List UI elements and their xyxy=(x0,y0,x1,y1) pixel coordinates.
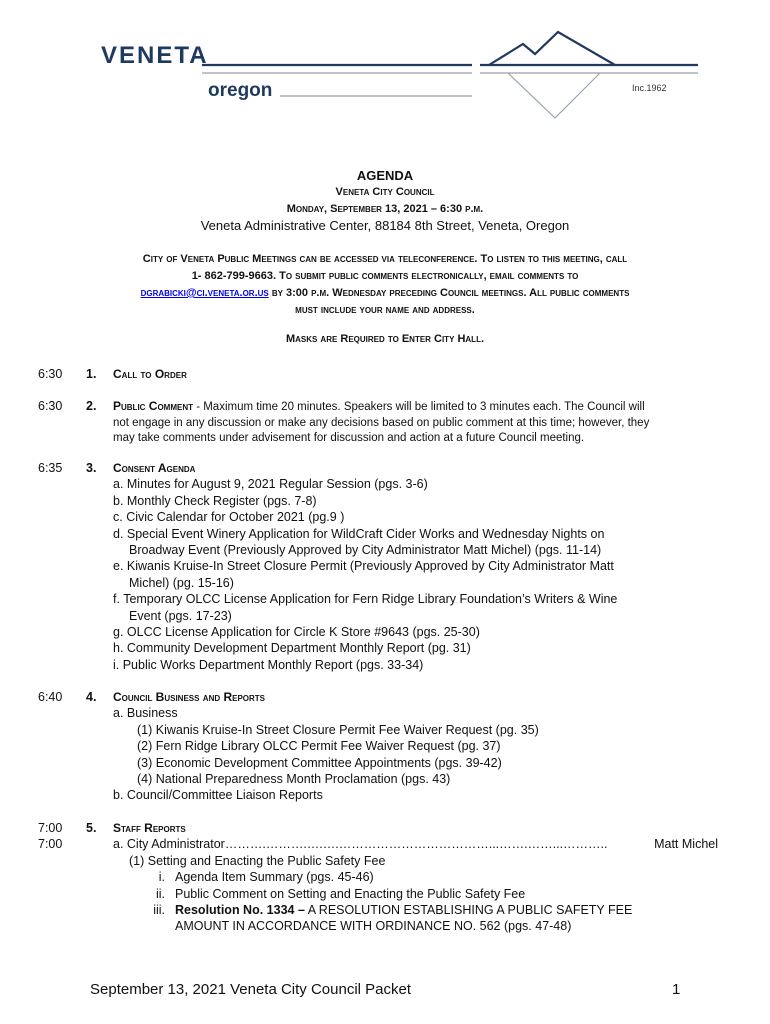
roman-numeral: i. xyxy=(158,870,165,885)
item-text: - Maximum time 20 minutes. Speakers will be limited to 3 minutes each. The Council will xyxy=(193,401,645,413)
report-label: a. City Administrator xyxy=(113,837,225,852)
report-subitem: (1) Setting and Enacting the Public Safety Fee xyxy=(129,853,386,868)
item-time: 7:00 xyxy=(38,821,63,835)
public-comment-text xyxy=(113,399,733,416)
consent-item-continued: Event (pgs. 17-23) xyxy=(129,608,232,623)
page-number: 1 xyxy=(672,981,681,998)
item-number: 2. xyxy=(86,399,97,413)
item-number: 3. xyxy=(86,461,97,475)
item-heading: Public Comment xyxy=(113,399,193,413)
council-name: Veneta City Council xyxy=(335,186,435,198)
consent-item: d. Special Event Winery Application for WildCraft Cider Works and Wednesday Nights on xyxy=(113,526,605,541)
roman-numeral: iii. xyxy=(153,903,165,918)
notice-line xyxy=(40,285,730,302)
consent-item-continued: Michel) (pg. 15-16) xyxy=(129,575,234,590)
report-roman-item xyxy=(113,902,733,918)
consent-item: e. Kiwanis Kruise-In Street Closure Permit (Previously Approved by City Administrator Matt xyxy=(113,559,614,574)
consent-item: a. Minutes for August 9, 2021 Regular Session (pgs. 3-6) xyxy=(113,477,428,492)
consent-item: c. Civic Calendar for October 2021 (pg.9 ) xyxy=(113,510,345,525)
agenda-title: AGENDA xyxy=(356,168,414,183)
business-item: (3) Economic Development Committee Appointments (pgs. 39-42) xyxy=(137,755,502,770)
item-heading: Consent Agenda xyxy=(113,461,196,475)
email-link[interactable]: dgrabicki@ci.veneta.or.us xyxy=(140,287,269,299)
presenter-name: Matt Michel xyxy=(654,837,718,852)
report-roman-item xyxy=(113,869,733,885)
item-time: 7:00 xyxy=(38,837,63,852)
masks-notice: Masks are Required to Enter City Hall. xyxy=(285,333,485,345)
item-text: not engage in any discussion or make any decisions based on public comment at this time; however, they xyxy=(113,416,650,429)
item-heading: Call to Order xyxy=(113,367,187,381)
item-number: 4. xyxy=(86,690,97,704)
logo-wordmark: VENETA xyxy=(101,42,209,69)
item-time: 6:30 xyxy=(38,399,63,413)
business-label: a. Business xyxy=(113,706,178,721)
item-heading: Council Business and Reports xyxy=(113,690,266,704)
roman-numeral: ii. xyxy=(155,886,165,901)
logo-state: oregon xyxy=(208,80,273,101)
roman-text-continued: AMOUNT IN ACCORDANCE WITH ORDINANCE NO. 562 (pgs. 47-48) xyxy=(175,919,572,934)
notice-text: by 3:00 p.m. Wednesday preceding Council meetings. All public comments xyxy=(268,287,630,299)
notice-line: must include your name and address. xyxy=(295,304,475,316)
meeting-date: Monday, September 13, 2021 – 6:30 p.m. xyxy=(286,203,484,215)
dot-leader: ……….……….….….………………………………...…….……...……….. xyxy=(224,837,608,852)
incorporation-year: Inc.1962 xyxy=(632,83,667,93)
business-item: (4) National Preparedness Month Proclamation (pgs. 43) xyxy=(137,772,451,787)
item-number: 5. xyxy=(86,821,97,835)
city-administrator-line xyxy=(113,836,718,852)
consent-item: h. Community Development Department Monthly Report (pg. 31) xyxy=(113,641,471,656)
resolution-number: Resolution No. 1334 – xyxy=(175,903,305,918)
business-item: (2) Fern Ridge Library OLCC Permit Fee Waiver Request (pg. 37) xyxy=(137,739,501,754)
business-item: (1) Kiwanis Kruise-In Street Closure Permit Fee Waiver Request (pg. 35) xyxy=(137,722,539,737)
consent-item: f. Temporary OLCC License Application for Fern Ridge Library Foundation’s Writers & Wine xyxy=(113,592,618,607)
roman-text: A RESOLUTION ESTABLISHING A PUBLIC SAFETY FEE xyxy=(304,903,633,918)
notice-line: 1- 862-799-9663. To submit public comments electronically, email comments to xyxy=(191,270,579,282)
item-text: may take comments under advisement for discussion and action at a future Council meeting. xyxy=(113,432,585,444)
meeting-address: Veneta Administrative Center, 88184 8th Street, Veneta, Oregon xyxy=(200,218,570,233)
consent-item: i. Public Works Department Monthly Report (pgs. 33-34) xyxy=(113,657,424,672)
consent-item: g. OLCC License Application for Circle K Store #9643 (pgs. 25-30) xyxy=(113,625,480,640)
roman-text: Agenda Item Summary (pgs. 45-46) xyxy=(175,870,374,885)
report-roman-item xyxy=(113,886,733,902)
item-number: 1. xyxy=(86,367,97,381)
consent-item: b. Monthly Check Register (pgs. 7-8) xyxy=(113,493,317,508)
notice-line: City of Veneta Public Meetings can be accessed via teleconference. To listen to this meeting, call xyxy=(142,253,628,265)
item-time: 6:30 xyxy=(38,367,63,381)
item-time: 6:35 xyxy=(38,461,63,475)
item-time: 6:40 xyxy=(38,690,63,704)
letterhead xyxy=(0,0,770,130)
footer-packet-title: September 13, 2021 Veneta City Council Packet xyxy=(90,981,412,998)
roman-text: Public Comment on Setting and Enacting the Public Safety Fee xyxy=(175,886,526,901)
teleconference-notice xyxy=(40,251,730,319)
item-heading: Staff Reports xyxy=(113,821,186,835)
consent-item-continued: Broadway Event (Previously Approved by City Administrator Matt Michel) (pgs. 11-14) xyxy=(129,543,602,558)
liaison-reports: b. Council/Committee Liaison Reports xyxy=(113,788,323,803)
